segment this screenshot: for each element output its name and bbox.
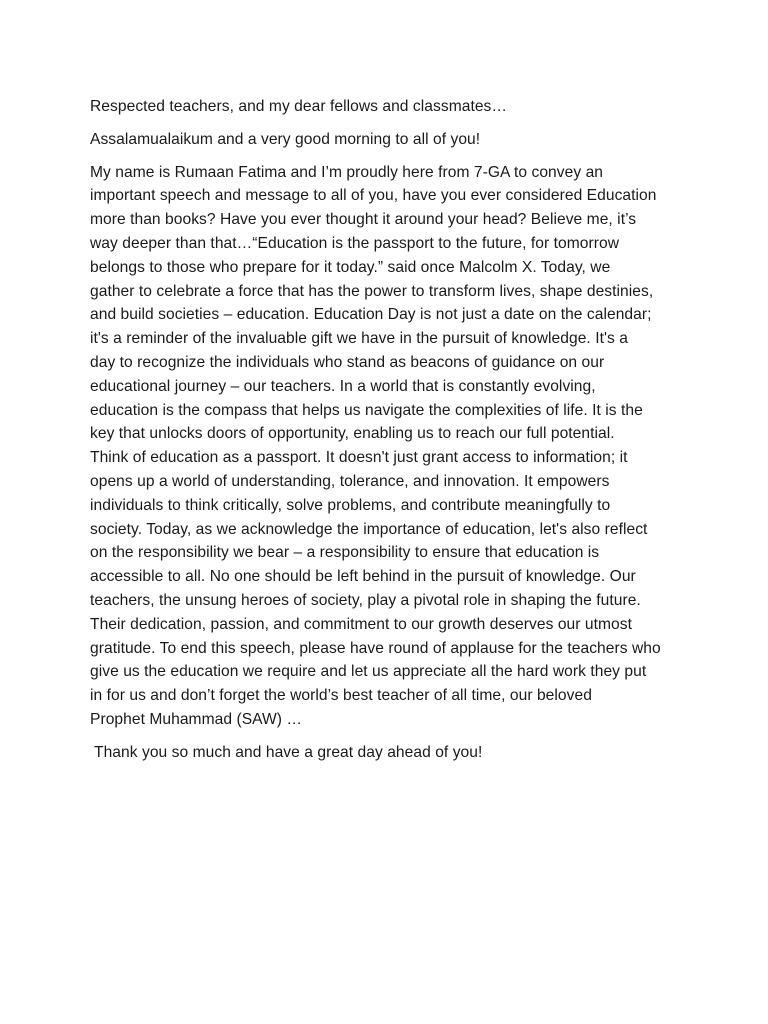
body-line: individuals to think critically, solve problems, and contribute meaningfully to: [90, 496, 611, 514]
body-line: and build societies – education. Education Day is not just a date on the calendar;: [90, 306, 652, 324]
body-line: important speech and message to all of you, have you ever considered Education: [90, 187, 657, 205]
body-line: accessible to all. No one should be left behind in the pursuit of knowledge. Our: [90, 568, 636, 586]
body-line: way deeper than that…“Education is the passport to the future, for tomorrow: [90, 234, 620, 252]
body-line: give us the education we require and let us appreciate all the hard work they put: [90, 663, 647, 681]
body-line: it's a reminder of the invaluable gift we have in the pursuit of knowledge. It's a: [90, 330, 628, 348]
body-line: education is the compass that helps us navigate the complexities of life. It is the: [90, 401, 643, 419]
body-line: Think of education as a passport. It doesn't just grant access to information; it: [90, 449, 628, 467]
body-line: opens up a world of understanding, tolerance, and innovation. It empowers: [90, 472, 610, 490]
body-line: Prophet Muhammad (SAW) …: [90, 710, 303, 728]
greeting-line: Assalamualaikum and a very good morning to all of you!: [90, 130, 481, 148]
body-line: on the responsibility we bear – a responsibility to ensure that education is: [90, 544, 600, 562]
body-line: gather to celebrate a force that has the power to transform lives, shape destinies,: [90, 282, 654, 300]
speech-content: [90, 95, 690, 765]
body-line: day to recognize the individuals who stand as beacons of guidance on our: [90, 353, 605, 371]
closing-line: Thank you so much and have a great day ahead of you!: [94, 743, 483, 761]
body-line: teachers, the unsung heroes of society, play a pivotal role in shaping the future.: [90, 591, 641, 609]
body-line: Their dedication, passion, and commitment to our growth deserves our utmost: [90, 615, 632, 633]
body-line: in for us and don’t forget the world’s best teacher of all time, our beloved: [90, 687, 592, 705]
body-line: belongs to those who prepare for it today.” said once Malcolm X. Today, we: [90, 258, 611, 276]
body-line: My name is Rumaan Fatima and I’m proudly here from 7-GA to convey an: [90, 163, 604, 181]
body-line: educational journey – our teachers. In a world that is constantly evolving,: [90, 377, 596, 395]
body-line: society. Today, as we acknowledge the importance of education, let's also reflect: [90, 520, 648, 538]
body-line: key that unlocks doors of opportunity, enabling us to reach our full potential.: [90, 425, 615, 443]
salutation-line: Respected teachers, and my dear fellows and classmates…: [90, 98, 508, 115]
speech-body: [90, 161, 690, 732]
body-line: gratitude. To end this speech, please have round of applause for the teachers who: [90, 639, 661, 657]
body-line: more than books? Have you ever thought it around your head? Believe me, it’s: [90, 211, 637, 229]
